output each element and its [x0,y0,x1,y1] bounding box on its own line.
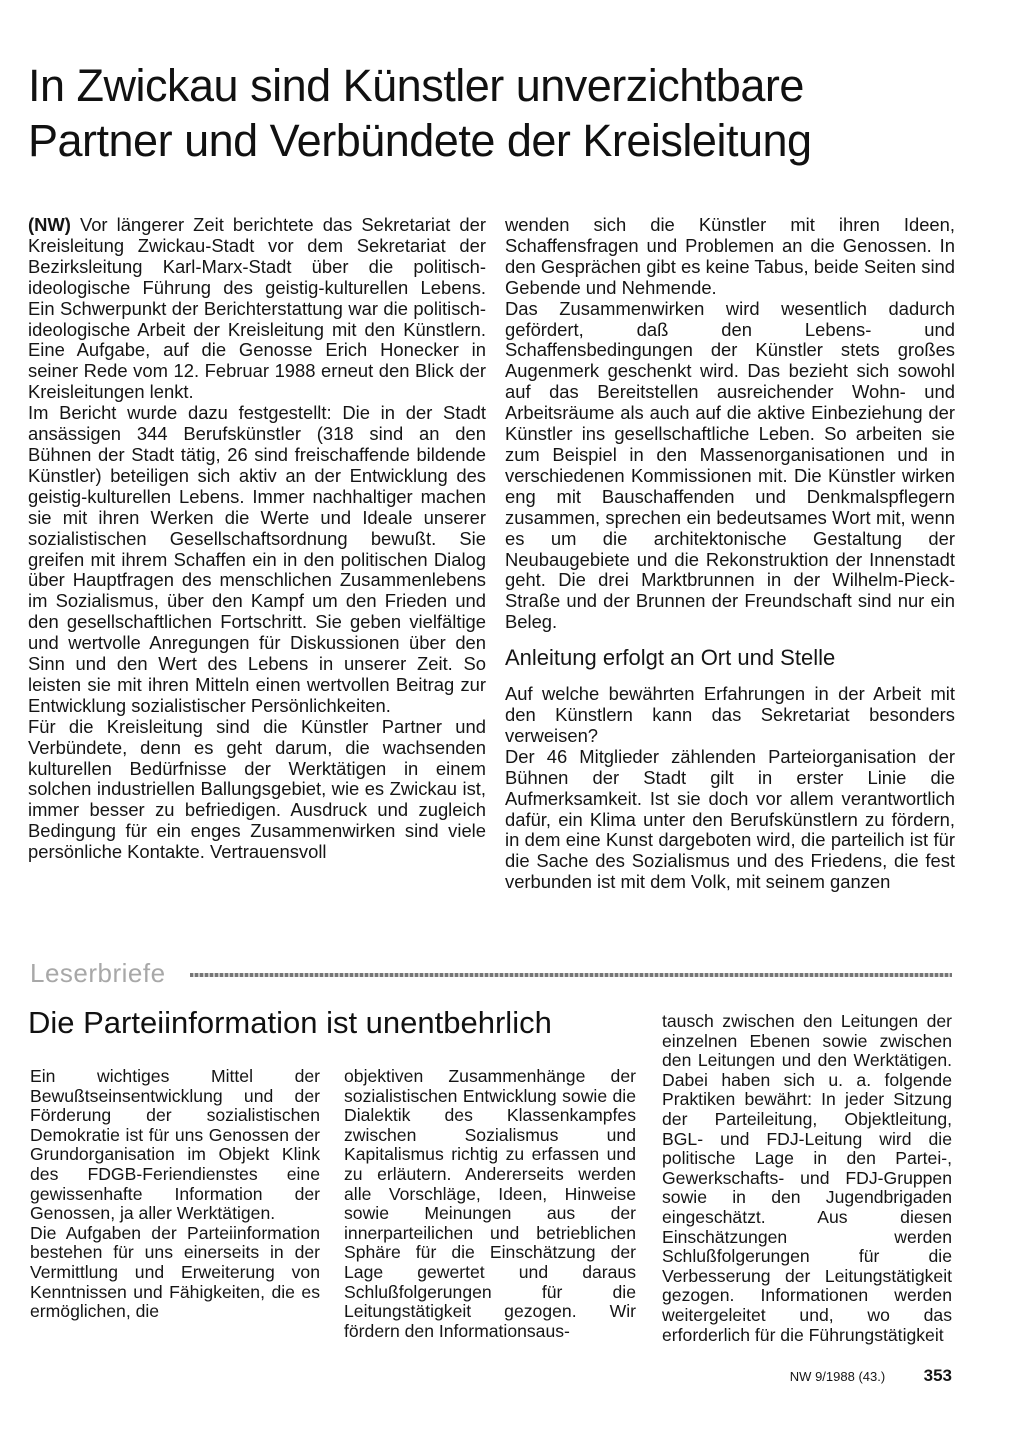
lead-tag: (NW) [28,214,71,235]
issue-reference: NW 9/1988 (43.) [789,1369,886,1384]
rubric-bar [30,955,952,991]
paragraph: Auf welche bewährten Erfahrungen in der Arbeit mit den Künstlern kann das Sekretariat besonders verweisen? [505,683,955,746]
paragraph-text: Vor längerer Zeit berichtete das Sekretariat der Kreisleitung Zwickau-Stadt vor dem Sekretariat der Bezirksleitung Karl-Marx-Stadt über die politisch-ideologische Führung des geistig-kulturellen Lebens. Ein Schwerpunkt der Berichterstattung war die politisch-ideologische Arbeit der Kreisleitung mit den Künstlern. Eine Aufgabe, auf die Genosse Erich Honecker in seiner Rede vom 12. Februar 1988 erneut den Blick der Kreisleitungen lenkt. [28,214,486,403]
page-number: 353 [923,1366,952,1385]
paragraph: Für die Kreisleitung sind die Künstler Partner und Verbündete, denn es geht darum, die wachsenden kulturellen Bedürfnisse der Werktätigen in einem solchen industriellen Ballungsgebiet, wie es Zwickau ist, immer besser zu befriedigen. Ausdruck und zugleich Bedingung für ein enges Zusammenwirken sind viele persönliche Kontakte. Vertrauensvoll [28,715,486,863]
article-headline: In Zwickau sind Künstler unverzichtbare Partner und Verbündete der Kreisleitung [28,60,812,166]
letter-column-1 [30,1067,320,1322]
paragraph: objektiven Zusammenhänge der sozialistischen Entwicklung sowie die Dialektik des Klassenkampfes zwischen Sozialismus und Kapitalismus richtig zu erfassen und zu erläutern. Andererseits werden alle Vorschläge, Ideen, Hinweise sowie Meinungen aus der innerparteilichen und betrieblichen Sphäre für die Einschätzung der Lage gewertet und daraus Schlußfolgerungen für die Leitungstätigkeit gezogen. Wir fördern den Informationsaus- [344,1066,636,1341]
paragraph: Im Bericht wurde dazu festgestellt: Die in der Stadt ansässigen 344 Berufskünstler (318 sind an den Bühnen der Stadt tätig, 26 sind freischaffende bildende Künstler) beteiligen sich aktiv an der Entwicklung des geistig-kulturellen Lebens. Immer nachhaltiger machen sie mit ihren Werken die Werte und Ideale unserer sozialistischen Gesellschaftsordnung bewußt. Sie greifen mit ihrem Schaffen ein in den politischen Dialog über Hauptfragen des menschlichen Zusammenlebens im Sozialismus, über den Kampf um den Frieden und den gesellschaftlichen Fortschritt. Sie geben vielfältige und wertvolle Anregungen für Diskussionen über den Sinn und den Wert des Lebens in unserer Zeit. So leisten sie mit ihren Mitteln einen wertvollen Beitrag zur Entwicklung sozialistischer Persönlichkeiten. [28,402,486,716]
rubric-label: Leserbriefe [30,958,166,988]
paragraph: Der 46 Mitglieder zählenden Parteiorganisation der Bühnen der Stadt gilt in erster Linie die Aufmerksamkeit. Ist sie doch vor allem verantwortlich dafür, ein Klima unter den Berufskünstlern zu fördern, in dem eine Kunst dargeboten wird, die parteilich ist für die Sache des Sozialismus und des Friedens, die fest verbunden ist mit dem Volk, mit seinem ganzen [505,745,955,893]
section-subheading: Anleitung erfolgt an Ort und Stelle [505,645,836,671]
letter-headline: Die Parteiinformation ist unentbehrlich [28,1005,552,1040]
rubric-divider [190,973,952,977]
letter-column-2 [344,1067,636,1341]
paragraph: Die Aufgaben der Parteiinformation bestehen für uns einerseits in der Vermittlung und Erweiterung von Kenntnissen und Fähigkeiten, die es ermöglichen, die [30,1222,320,1322]
paragraph [28,215,486,403]
paragraph: Das Zusammenwirken wird wesentlich dadurch gefördert, daß den Lebens- und Schaffensbedingungen der Künstler stets großes Augenmerk geschenkt wird. Das bezieht sich sowohl auf das Bereitstellen ausreichender Wohn- und Arbeitsräume als auch auf die aktive Einbeziehung der Künstler ins gesellschaftliche Leben. So arbeiten sie zum Beispiel in den Massenorganisationen und in verschiedenen Kommissionen mit. Die Künstler wirken eng mit Bauschaffenden und Denkmalspflegern zusammen, sprechen ein bedeutsames Wort mit, wenn es um die architektonische Gestaltung der Neubaugebiete und die Rekonstruktion der Innenstadt geht. Die drei Marktbrunnen in der Wilhelm-Pieck-Straße und der Brunnen der Freundschaft sind nur ein Beleg. [505,297,955,633]
paragraph: tausch zwischen den Leitungen der einzelnen Ebenen sowie zwischen den Leitungen und den Werktätigen. Dabei haben sich u. a. folgende Praktiken bewährt: In jeder Sitzung der Parteileitung, Objektleitung, BGL- und FDJ-Leitung wird die politische Lage in den Partei-, Gewerkschafts- und FDJ-Gruppen sowie in den Jugendbrigaden eingeschätzt. Aus diesen Einschätzungen werden Schlußfolgerungen für die Verbesserung der Leitungstätigkeit gezogen. Informationen werden weitergeleitet und, wo das erforderlich für die Führungstätigkeit [662,1011,952,1345]
article-column-1 [28,215,486,863]
page-footer [790,1366,952,1386]
paragraph: wenden sich die Künstler mit ihren Ideen, Schaffensfragen und Problemen an die Genossen. In den Gesprächen gibt es keine Tabus, beide Seiten sind Gebende und Nehmende. [505,214,955,298]
letter-column-3 [662,1012,952,1345]
paragraph: Ein wichtiges Mittel der Bewußtseinsentwicklung und der Förderung der sozialistischen Demokratie ist für uns Genossen der Grundorganisation im Objekt Klink des FDGB-Feriendienstes eine gewissenhafte Information der Genossen, ja aller Werktätigen. [30,1066,320,1224]
article-column-2 [505,215,955,893]
